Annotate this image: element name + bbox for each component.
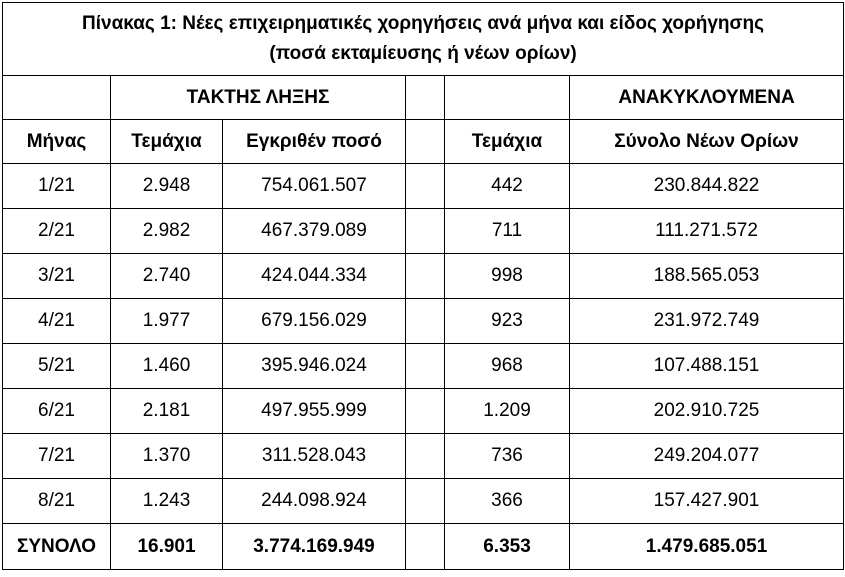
group-header-fixed-term: ΤΑΚΤΗΣ ΛΗΞΗΣ <box>111 76 406 120</box>
cell-approved-amount: 424.044.334 <box>223 254 406 299</box>
cell-month: 4/21 <box>3 299 111 344</box>
cell-month: 6/21 <box>3 389 111 434</box>
cell-approved-amount: 244.098.924 <box>223 479 406 524</box>
cell-revolving-units: 968 <box>445 344 570 389</box>
cell-fixed-units: 1.370 <box>111 434 223 479</box>
cell-revolving-units: 442 <box>445 164 570 209</box>
cell-gap <box>406 299 445 344</box>
cell-gap <box>406 479 445 524</box>
header-revolving-units: Τεμάχια <box>445 120 570 164</box>
cell-new-limits-total: 230.844.822 <box>570 164 844 209</box>
cell-revolving-units: 711 <box>445 209 570 254</box>
cell-new-limits-total: 188.565.053 <box>570 254 844 299</box>
cell-fixed-units: 2.740 <box>111 254 223 299</box>
group-header-revolving-empty <box>445 76 570 120</box>
cell-new-limits-total: 107.488.151 <box>570 344 844 389</box>
total-fixed-units: 16.901 <box>111 524 223 570</box>
cell-month: 1/21 <box>3 164 111 209</box>
cell-fixed-units: 1.243 <box>111 479 223 524</box>
cell-fixed-units: 2.948 <box>111 164 223 209</box>
total-label: ΣΥΝΟΛΟ <box>3 524 111 570</box>
cell-fixed-units: 1.977 <box>111 299 223 344</box>
cell-fixed-units: 2.982 <box>111 209 223 254</box>
cell-approved-amount: 754.061.507 <box>223 164 406 209</box>
cell-month: 3/21 <box>3 254 111 299</box>
cell-revolving-units: 366 <box>445 479 570 524</box>
group-header-gap <box>406 76 445 120</box>
table-row <box>3 389 844 434</box>
cell-approved-amount: 679.156.029 <box>223 299 406 344</box>
title-row <box>3 3 844 76</box>
total-row <box>3 524 844 570</box>
cell-revolving-units: 1.209 <box>445 389 570 434</box>
cell-approved-amount: 467.379.089 <box>223 209 406 254</box>
group-header-revolving: ΑΝΑΚΥΚΛΟΥΜΕΝΑ <box>570 76 844 120</box>
cell-new-limits-total: 231.972.749 <box>570 299 844 344</box>
cell-month: 7/21 <box>3 434 111 479</box>
table-row <box>3 164 844 209</box>
cell-fixed-units: 2.181 <box>111 389 223 434</box>
table-row <box>3 479 844 524</box>
header-month: Μήνας <box>3 120 111 164</box>
total-approved-amount: 3.774.169.949 <box>223 524 406 570</box>
table-title <box>3 3 844 76</box>
header-fixed-units: Τεμάχια <box>111 120 223 164</box>
table-row <box>3 434 844 479</box>
cell-new-limits-total: 157.427.901 <box>570 479 844 524</box>
group-header-empty <box>3 76 111 120</box>
cell-new-limits-total: 111.271.572 <box>570 209 844 254</box>
table-row <box>3 254 844 299</box>
total-gap <box>406 524 445 570</box>
table-row <box>3 299 844 344</box>
cell-approved-amount: 497.955.999 <box>223 389 406 434</box>
table-title-line-1: Πίνακας 1: Νέες επιχειρηματικές χορηγήσεις ανά μήνα και είδος χορήγησης <box>82 13 765 34</box>
table-row <box>3 344 844 389</box>
cell-month: 8/21 <box>3 479 111 524</box>
table-title-line-2: (ποσά εκταμίευσης ή νέων ορίων) <box>269 43 577 64</box>
cell-revolving-units: 736 <box>445 434 570 479</box>
cell-revolving-units: 998 <box>445 254 570 299</box>
cell-new-limits-total: 202.910.725 <box>570 389 844 434</box>
cell-month: 2/21 <box>3 209 111 254</box>
cell-gap <box>406 254 445 299</box>
cell-gap <box>406 344 445 389</box>
cell-gap <box>406 209 445 254</box>
cell-month: 5/21 <box>3 344 111 389</box>
cell-fixed-units: 1.460 <box>111 344 223 389</box>
header-new-limits-total: Σύνολο Νέων Ορίων <box>570 120 844 164</box>
total-new-limits-total: 1.479.685.051 <box>570 524 844 570</box>
business-loans-table <box>2 2 844 570</box>
header-gap <box>406 120 445 164</box>
cell-approved-amount: 395.946.024 <box>223 344 406 389</box>
cell-approved-amount: 311.528.043 <box>223 434 406 479</box>
header-approved-amount: Εγκριθέν ποσό <box>223 120 406 164</box>
group-header-row <box>3 76 844 120</box>
cell-gap <box>406 434 445 479</box>
cell-gap <box>406 389 445 434</box>
cell-gap <box>406 164 445 209</box>
table-row <box>3 209 844 254</box>
cell-revolving-units: 923 <box>445 299 570 344</box>
total-revolving-units: 6.353 <box>445 524 570 570</box>
cell-new-limits-total: 249.204.077 <box>570 434 844 479</box>
column-header-row <box>3 120 844 164</box>
